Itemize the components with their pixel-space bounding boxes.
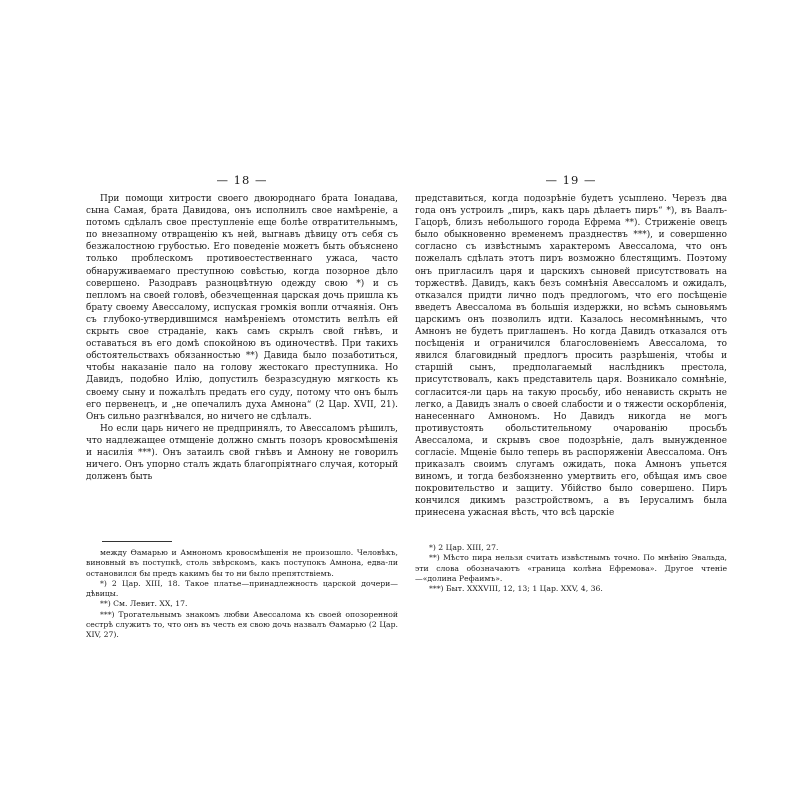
footnote: *) 2 Цар. XIII, 18. Такое платье—принадлежность царской дочери—дѣвицы. [86,578,398,599]
body-text [415,193,727,539]
footnote: *) 2 Цар. XIII, 27. [429,543,499,552]
paragraph: представиться, когда подозрѣніе будетъ усыплено. Черезъ два года онъ устроилъ „пиръ, какъ царь дѣлаетъ пиръ“ *), въ Ваалъ-Гацорѣ, близъ небольшого города Ефрема **). Стриженіе овецъ было обыкновенно временемъ празднествъ ***), и совершенно согласно съ извѣстнымъ характеромъ Авессалома, что онъ пожелалъ сдѣлать этотъ пиръ возможно блестящимъ. Поэтому онъ пригласилъ царя и царскихъ сыновей присутствовать на торжествѣ. Давидъ, какъ безъ сомнѣнія Авессаломъ и ожидалъ, отказался придти лично подъ предлогомъ, что его посѣщеніе введетъ Авессалома въ большія издержки, но всѣмъ сыновьямъ царскимъ онъ позволилъ идти. Казалось несомнѣннымъ, что Амнонъ не будетъ приглашенъ. Но когда Давидъ отказался отъ посѣщенія и ограничился благословеніемъ Авессалома, то явился благовидный предлогъ просить разрѣшенія, чтобы и старшій сынъ, предполагаемый наслѣдникъ престола, присутствовалъ, какъ представитель царя. Возникало сомнѣніе, согласится-ли царь на такую просьбу, ибо ненависть скрыть не легко, а Давидъ зналъ о своей слабости и о тяжести оскорбленія, нанесеннаго Амнономъ. Но Давидъ никогда не могъ противустоять обольстительному очарованію просьбъ Авессалома, и скрывъ свое подозрѣніе, далъ вынужденное согласіе. Мщеніе было теперь въ распоряженіи Авессалома. Онъ приказалъ своимъ слугамъ ожидать, пока Амнонъ упьется виномъ, и тогда безбоязненно умертвить его, обѣщая имъ свое покровительство и защиту. Убійство было совершено. Пиръ кончился дикимъ разстройствомъ, а въ Іерусалимъ была принесена ужасная вѣсть, что всѣ царскіе [415,194,727,519]
paragraph: Но если царь ничего не предпринялъ, то Авессаломъ рѣшилъ, что надлежащее отмщеніе должно смыть позоръ кровосмѣшенія и насилія ***). Онъ затаилъ свой гнѣвъ и Амнону не говорилъ ничего. Онъ упорно сталъ ждать благопріятнаго случая, который долженъ быть [86,423,398,483]
footnote: между Өамарью и Амнономъ кровосмѣшенія не произошло. Человѣкъ, виновный въ поступкѣ, столь звѣрскомъ, какъ поступокъ Амнона, едва-ли остановился бы предъ какимъ бы то ни было препятствіемъ. [86,548,398,578]
footnote: **) Мѣсто пира нельзя считать извѣстнымъ точно. По мнѣнію Эвальда, эти слова обозначаютъ «граница колѣна Ефремова». Другое чтеніе—«долина Рефаимъ». [415,553,727,583]
page-number: — 19 — [545,173,597,187]
body-text [86,193,398,539]
footnote-rule [102,541,172,542]
footnotes [86,548,398,678]
right-page [415,0,727,673]
footnote: ***) Трогательнымъ знакомъ любви Авессалома къ своей опозоренной сестрѣ служитъ то, что онъ въ честь ея свою дочь назвалъ Өамарью (2 Цар. XIV, 27). [86,609,398,640]
footnote: **) См. Левит. XX, 17. [100,599,188,609]
paragraph: При помощи хитрости своего двоюроднаго брата Іонадава, сына Самая, брата Давидова, онъ исполнилъ свое намѣреніе, а потомъ сдѣлалъ свое преступленіе еще болѣе отвратительнымъ, по внезапному отвращенію къ ней, выгнавъ дѣвицу отъ себя съ безжалостною грубостью. Его поведеніе можетъ быть объяснено только проблескомъ противоестественнаго ужаса, часто обнаруживаемаго преступною совѣстью, когда позорное дѣло совершено. Разодравъ разноцвѣтную одежду свою *) и съ пепломъ на своей головѣ, обезчещенная царская дочь пришла къ брату своему Авессалому, испуская громкія вопли отчаянія. Онъ съ глубоко-утвердившимся намѣреніемъ отомстить велѣлъ ей скрыть свое страданіе, какъ самъ скрылъ свой гнѣвъ, и оставаться въ его домѣ спокойною въ одиночествѣ. При такихъ обстоятельствахъ обязанностью **) Давида было позаботиться, чтобы наказаніе пало на голову жестокаго преступника. Но Давидъ, подобно Илію, допустилъ безразсудную мягкость къ своему сыну и пожалѣлъ предать его суду, потому что онъ былъ его первенецъ, и „не опечалилъ духа Амнона“ (2 Цар. XVII, 21). Онъ сильно разгнѣвался, но ничего не сдѣлалъ. [86,194,398,422]
footnotes [415,543,727,673]
footnote: ***) Быт. XXXVIII, 12, 13; 1 Цар. XXV, 4, 36. [429,584,603,594]
left-page [86,0,398,678]
page-number: — 18 — [216,173,268,187]
